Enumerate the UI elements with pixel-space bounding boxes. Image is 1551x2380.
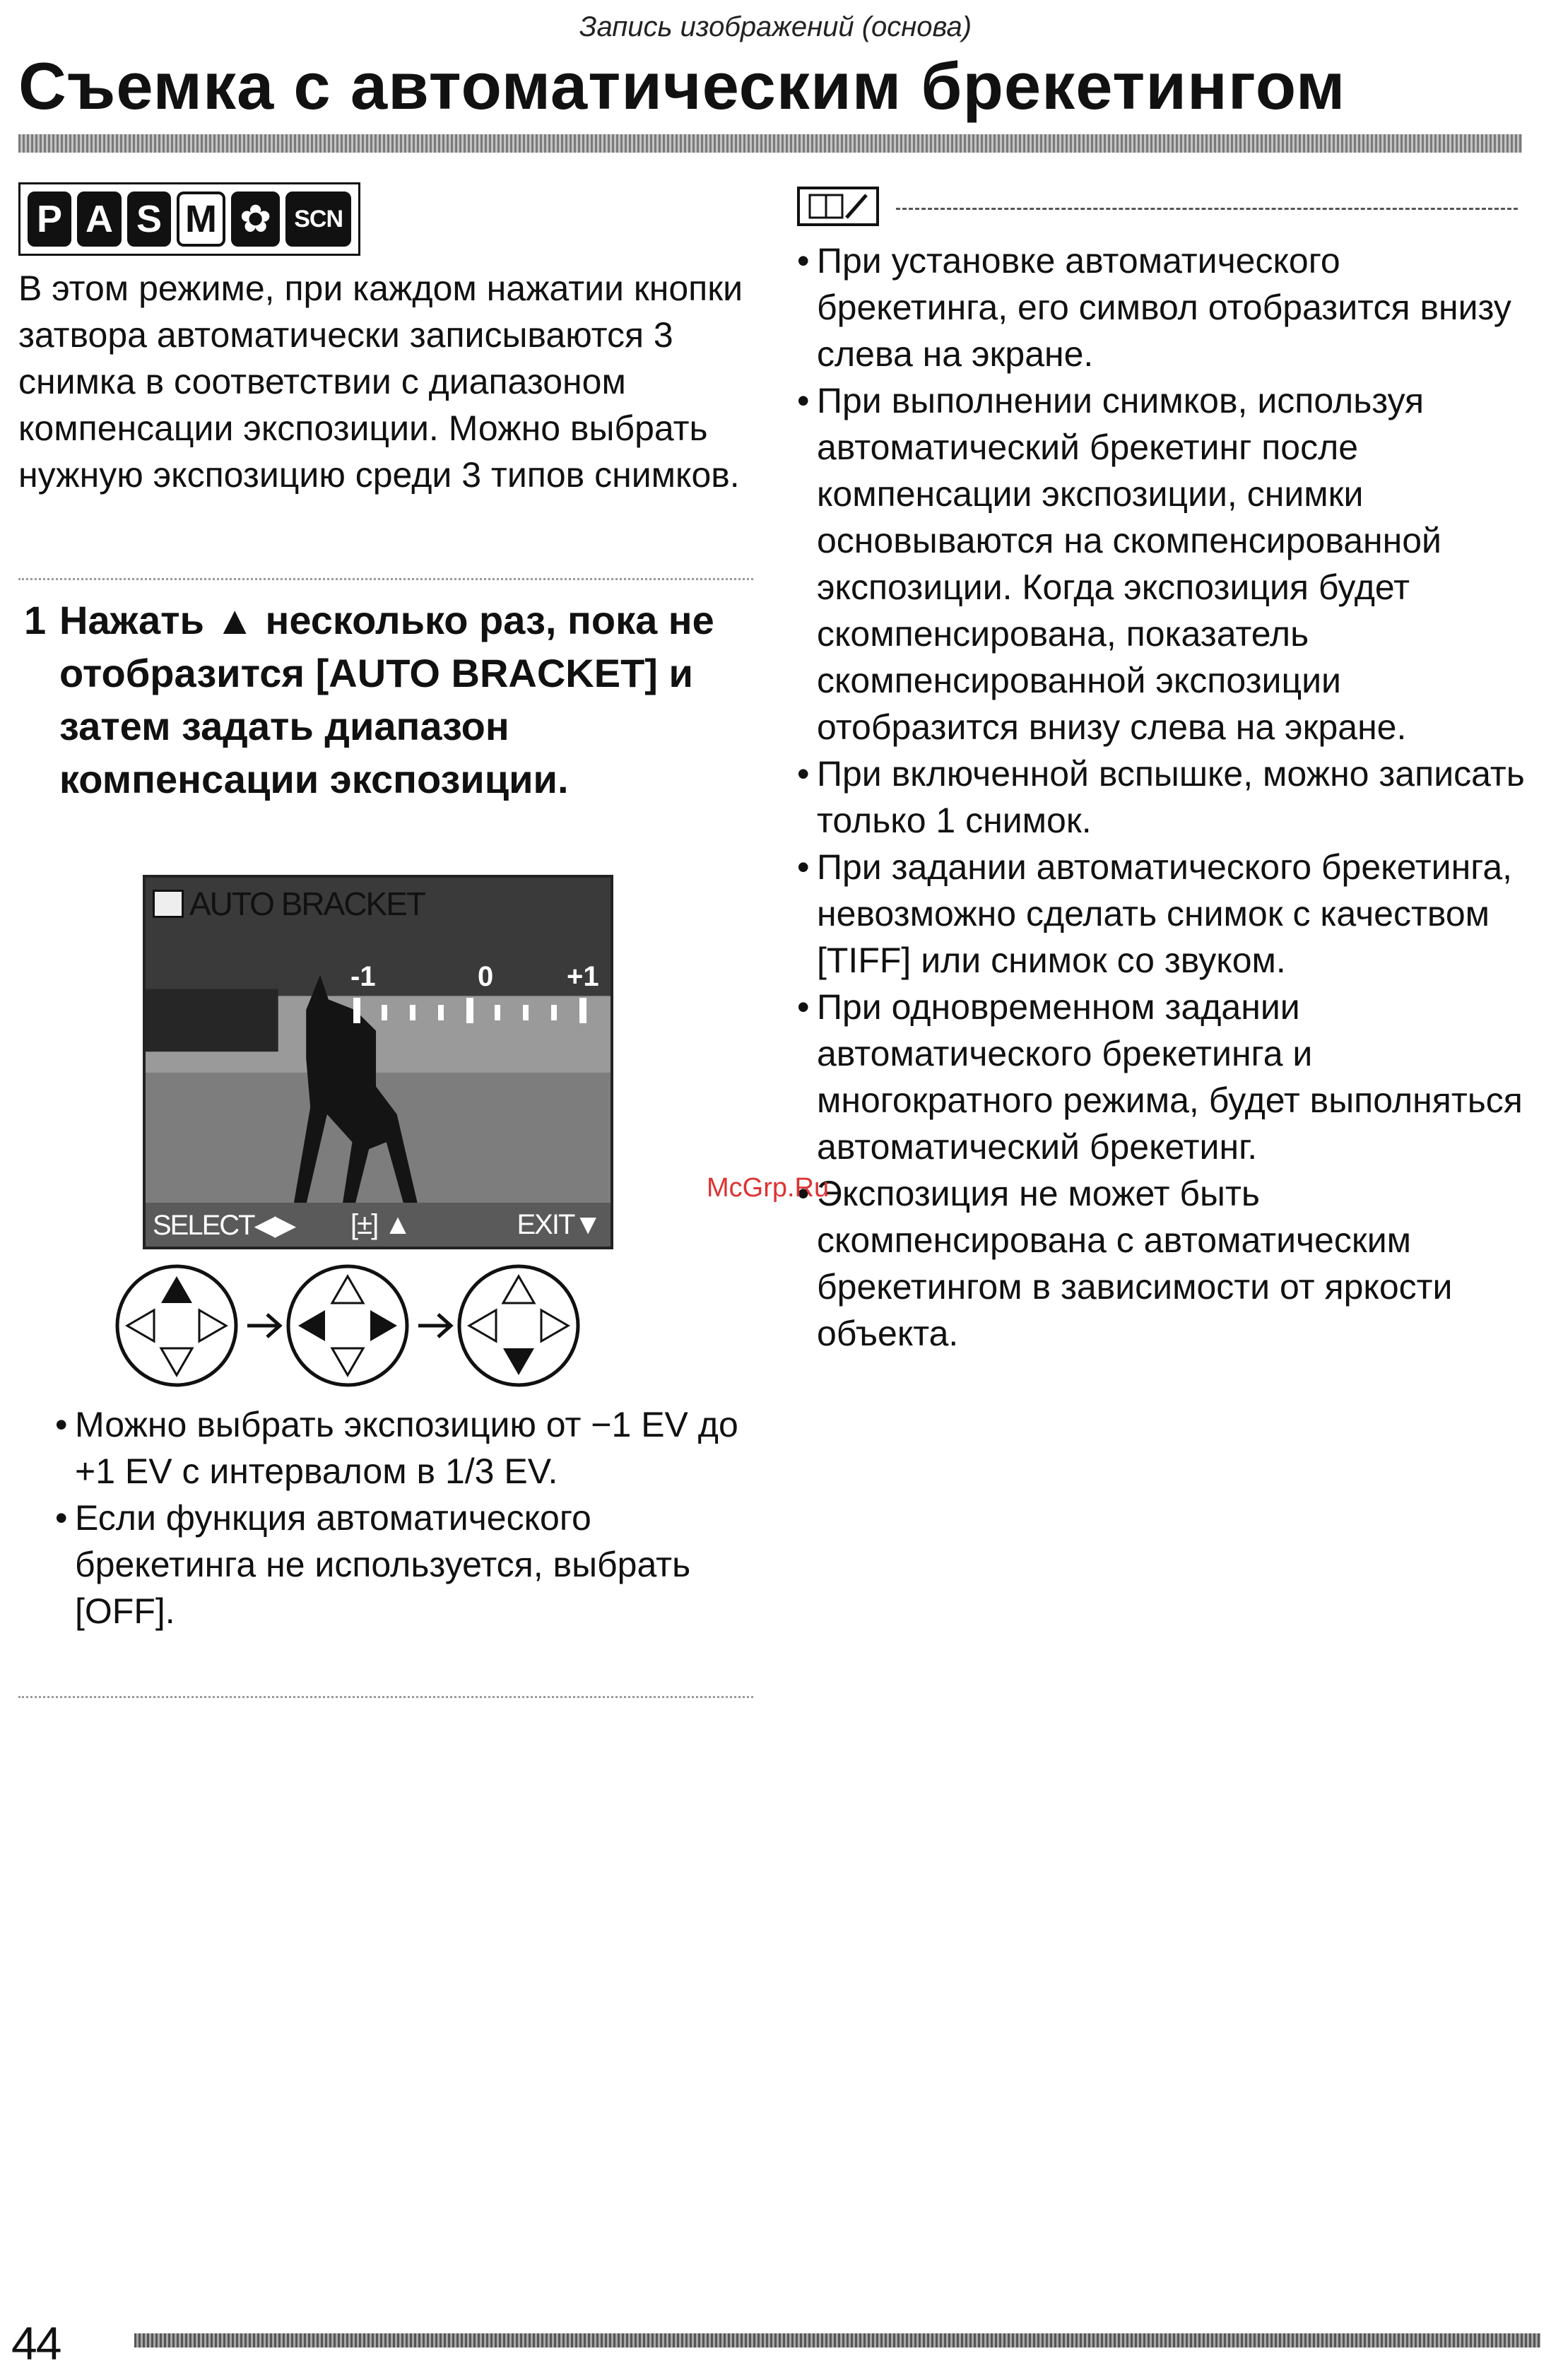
macro-mode-icon: ✿ bbox=[231, 192, 280, 247]
divider-bottom bbox=[18, 1696, 753, 1698]
dpad-up-icon bbox=[117, 1266, 236, 1385]
scale-label-plus: +1 bbox=[567, 961, 599, 992]
aperture-priority-icon: A bbox=[77, 192, 122, 247]
exposure-ticks bbox=[350, 995, 605, 1026]
list-item: • При установке автоматического брекетинга, его символ отобразится внизу слева на экране. bbox=[797, 237, 1525, 377]
shutter-priority-icon: S bbox=[127, 192, 171, 247]
scale-label-zero: 0 bbox=[478, 961, 494, 992]
left-notes-list bbox=[55, 1401, 762, 1634]
arrow-right-icon bbox=[247, 1314, 280, 1337]
screen-select-label: SELECT◀▶ bbox=[153, 1210, 295, 1241]
footer-rule bbox=[134, 2333, 1540, 2347]
note-dash-line bbox=[896, 208, 1518, 210]
page-number: 44 bbox=[11, 2317, 61, 2369]
screen-exit-label: EXIT▼ bbox=[517, 1209, 601, 1240]
camera-screen bbox=[143, 875, 613, 1249]
intro-paragraph: В этом режиме, при каждом нажатии кнопки затвора автоматически записываются 3 снимка в соответствии с диапазоном компенсации экспозиции. Можно выбрать нужную экспозицию среди 3 типов снимков. bbox=[18, 269, 743, 495]
section-caption: Запись изображений (основа) bbox=[579, 11, 972, 42]
list-item: • Экспозиция не может быть скомпенсирована с автоматическим брекетингом в зависимости от яркости объекта. bbox=[797, 1170, 1525, 1357]
dog-photo-illustration bbox=[146, 878, 611, 1247]
screen-bottom-bar bbox=[146, 1203, 611, 1247]
dpad-sequence bbox=[113, 1262, 650, 1389]
mode-icons-strip bbox=[18, 182, 360, 256]
screen-bracket-indicator: [±] ▲ bbox=[350, 1209, 411, 1240]
dpad-down-icon bbox=[459, 1266, 578, 1385]
dpad-left-right-icon bbox=[288, 1266, 407, 1385]
step-number: 1 bbox=[24, 598, 47, 642]
divider-top bbox=[18, 578, 753, 580]
bracket-icon bbox=[153, 890, 184, 918]
step-text: Нажать ▲ несколько раз, пока не отобразится [AUTO BRACKET] и затем задать диапазон компенсации экспозиции. bbox=[59, 598, 714, 801]
scale-label-minus: -1 bbox=[350, 961, 376, 992]
screen-title bbox=[153, 882, 425, 926]
list-item: • При задании автоматического брекетинга, невозможно сделать снимок с качеством [TIFF] или снимок со звуком. bbox=[797, 844, 1525, 984]
program-mode-icon: P bbox=[28, 192, 71, 247]
list-item: • Можно выбрать экспозицию от −1 EV до +1 EV с интервалом в 1/3 EV. bbox=[55, 1401, 762, 1495]
step-heading bbox=[24, 594, 759, 806]
watermark-text: McGrp.Ru bbox=[707, 1173, 830, 1203]
manual-mode-icon: M bbox=[177, 192, 225, 247]
title-rule bbox=[18, 134, 1522, 153]
list-item: • При выполнении снимков, используя автоматический брекетинг после компенсации экспозиции, снимки основываются на скомпенсированной экспозиции. Когда экспозиция будет скомпенсирована, показатель скомпенсированной экспозиции отобразится внизу слева на экране. bbox=[797, 377, 1525, 750]
list-item: • При включенной вспышке, можно записать только 1 снимок. bbox=[797, 750, 1525, 844]
list-item: • При одновременном задании автоматического брекетинга и многократного режима, будет выполняться автоматический брекетинг. bbox=[797, 984, 1525, 1170]
page-title: Съемка с автоматическим брекетингом bbox=[18, 49, 1346, 123]
scene-mode-icon: SCN bbox=[285, 192, 351, 247]
note-icon bbox=[797, 187, 879, 226]
list-item: • Если функция автоматического брекетинга не используется, выбрать [OFF]. bbox=[55, 1495, 762, 1634]
screen-title-label: AUTO BRACKET bbox=[189, 885, 425, 922]
arrow-right-icon-2 bbox=[418, 1314, 451, 1337]
note-header bbox=[797, 187, 1525, 229]
right-notes-list bbox=[797, 237, 1525, 1357]
exposure-scale bbox=[350, 961, 613, 1032]
